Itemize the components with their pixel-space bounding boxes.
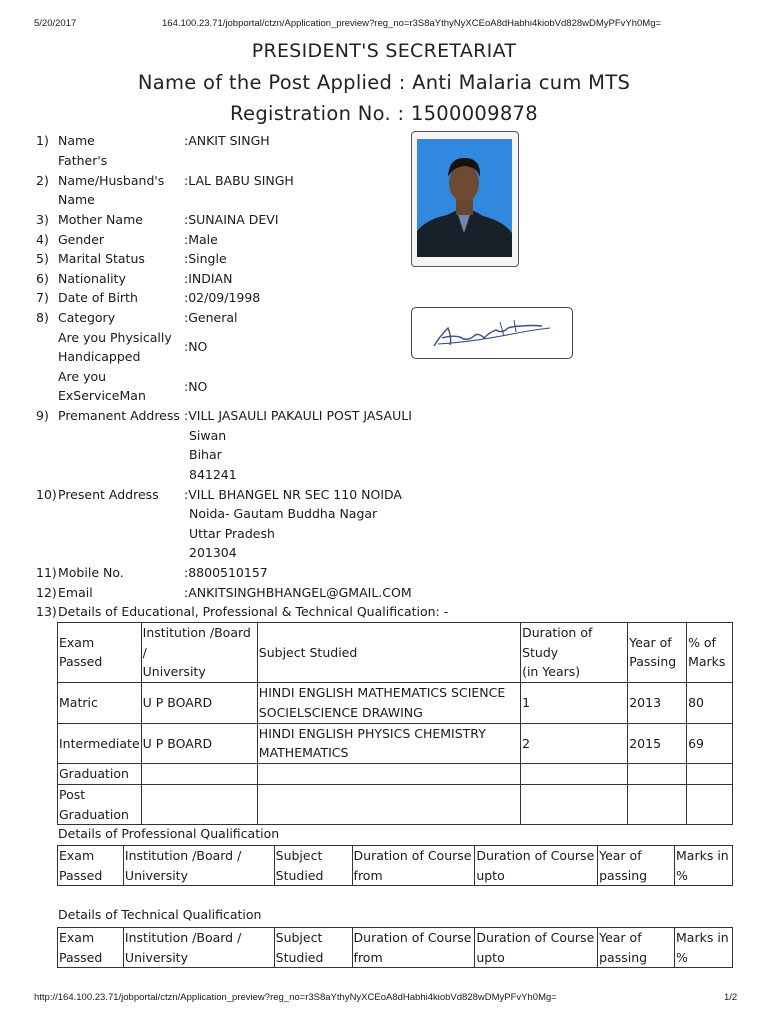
header-cell xyxy=(628,623,687,683)
field-label: Name/Husband's xyxy=(58,172,165,188)
field-number: 8) xyxy=(36,310,49,325)
header-text: upto xyxy=(476,949,505,965)
header-cell xyxy=(141,623,257,683)
header-text: Exam xyxy=(59,848,95,863)
header-cell xyxy=(521,623,628,683)
field-number: 10) xyxy=(36,486,57,502)
field-number: 7) xyxy=(36,290,49,306)
field-number: 11) xyxy=(36,565,57,580)
field-value: :VILL JASAULI PAKAULI POST JASAULI xyxy=(184,408,412,423)
header-cell xyxy=(123,846,274,886)
header-text: from xyxy=(353,949,383,965)
field-label: Gender xyxy=(58,231,105,247)
field-number: 2) xyxy=(36,172,49,188)
header-text: Marks in xyxy=(676,930,729,945)
field-label: Mother Name xyxy=(58,212,143,227)
cell: 80 xyxy=(687,682,733,723)
header-text: Marks xyxy=(688,654,726,670)
field-value: :Male xyxy=(184,231,218,247)
table-row xyxy=(58,784,733,824)
header-cell xyxy=(274,846,352,886)
header-text: Exam xyxy=(59,930,95,945)
address-line: 201304 xyxy=(189,545,237,561)
cell: Matric xyxy=(58,682,142,723)
field-label: Date of Birth xyxy=(58,290,138,306)
header-text: Passed xyxy=(59,867,103,883)
cell: Intermediate xyxy=(58,723,142,763)
cell xyxy=(628,763,687,784)
cell xyxy=(58,784,142,824)
field-value: :SUNAINA DEVI xyxy=(184,212,279,227)
address-line: Noida- Gautam Buddha Nagar xyxy=(189,506,378,522)
field-number: 12) xyxy=(36,584,57,600)
header-text: (in Years) xyxy=(522,664,581,680)
cell xyxy=(687,784,733,824)
field-number: 5) xyxy=(36,251,49,267)
technical-qualification-table xyxy=(57,927,733,968)
field-value: :General xyxy=(184,310,238,325)
cell xyxy=(141,763,257,784)
header-cell xyxy=(475,846,598,886)
registration-number: Registration No. : 1500009878 xyxy=(230,102,538,125)
header-text: % xyxy=(676,867,688,883)
table-row xyxy=(58,682,733,723)
field-number: 6) xyxy=(36,270,49,286)
cell xyxy=(257,723,520,763)
header-text: from xyxy=(353,867,383,883)
field-value: :ANKITSINGHBHANGEL@GMAIL.COM xyxy=(184,584,412,600)
cell: 1 xyxy=(521,682,628,723)
cell xyxy=(687,763,733,784)
header-cell xyxy=(274,928,352,968)
header-cell xyxy=(123,928,274,968)
cell: Graduation xyxy=(58,763,142,784)
address-line: Bihar xyxy=(189,447,222,463)
field-value: :02/09/1998 xyxy=(184,290,261,306)
field-label: Nationality xyxy=(58,270,126,286)
header-text: Passing xyxy=(629,654,677,670)
address-line: Uttar Pradesh xyxy=(189,525,275,541)
table-row xyxy=(58,723,733,763)
signature-icon xyxy=(412,308,572,358)
header-text: Subject Studied xyxy=(258,644,358,660)
header-text: Subject xyxy=(275,848,323,863)
header-cell xyxy=(58,928,124,968)
field-value: :Single xyxy=(184,251,227,267)
table-header-row xyxy=(58,928,733,968)
technical-qualification-title: Details of Technical Qualification xyxy=(58,907,262,922)
header-text: Subject xyxy=(275,930,323,945)
cell-text: SOCIELSCIENCE DRAWING xyxy=(258,704,423,720)
cell xyxy=(257,682,520,723)
applicant-photo xyxy=(411,131,519,267)
header-cell xyxy=(58,846,124,886)
cell: U P BOARD xyxy=(141,723,257,763)
cell xyxy=(521,763,628,784)
photo-image xyxy=(417,139,512,257)
field-value: :LAL BABU SINGH xyxy=(184,172,294,188)
header-text: Studied xyxy=(275,949,324,965)
header-cell xyxy=(257,623,520,683)
cell: 2015 xyxy=(628,723,687,763)
cell: 2013 xyxy=(628,682,687,723)
applicant-signature xyxy=(411,307,573,359)
cell xyxy=(628,784,687,824)
header-cell xyxy=(675,928,733,968)
field-number: 4) xyxy=(36,231,49,247)
field-label: Present Address xyxy=(58,486,159,502)
header-cell xyxy=(598,928,675,968)
field-label: Mobile No. xyxy=(58,565,124,580)
field-value: :NO xyxy=(184,378,208,394)
header-text: Exam Passed xyxy=(59,634,103,670)
cell-text: HINDI ENGLISH PHYSICS CHEMISTRY xyxy=(258,725,486,741)
cell-text: HINDI ENGLISH MATHEMATICS SCIENCE xyxy=(258,685,506,701)
print-footer-url[interactable]: http://164.100.23.71/jobportal/ctzn/Application_preview?reg_no=r3S8aYthyNyXCEoA8dHabhi4kiobVd828wDMyPFvYh0Mg= xyxy=(34,992,557,1003)
header-text: Marks in xyxy=(676,848,729,863)
print-date: 5/20/2017 xyxy=(34,18,77,29)
header-text: Duration of Course xyxy=(476,930,595,945)
header-text: Passed xyxy=(59,949,103,965)
cell xyxy=(257,763,520,784)
field-label: ExServiceMan xyxy=(58,388,146,404)
professional-qualification-table xyxy=(57,845,733,886)
field-label: Father's xyxy=(58,153,108,168)
table-header-row xyxy=(58,623,733,683)
address-line: Siwan xyxy=(189,427,227,443)
header-text: Studied xyxy=(275,867,324,883)
header-text: Year of xyxy=(599,930,642,945)
header-cell xyxy=(675,846,733,886)
field-value: :8800510157 xyxy=(184,565,268,580)
header-cell xyxy=(475,928,598,968)
table-row xyxy=(58,763,733,784)
header-text: University xyxy=(142,664,206,680)
field-label: Email xyxy=(58,584,93,600)
page-number: 1/2 xyxy=(724,992,738,1003)
field-value: :NO xyxy=(184,339,208,355)
field-number: 1) xyxy=(36,133,49,148)
field-number: 9) xyxy=(36,408,49,423)
header-cell xyxy=(352,846,475,886)
header-text: Institution /Board / xyxy=(142,625,251,660)
field-value: :INDIAN xyxy=(184,270,233,286)
post-title: Name of the Post Applied : Anti Malaria cum MTS xyxy=(137,71,631,94)
cell xyxy=(257,784,520,824)
person-silhouette-icon xyxy=(417,139,512,257)
field-label: Name xyxy=(58,192,95,208)
header-text: Duration of Course xyxy=(353,848,472,863)
header-text: Duration of Study xyxy=(522,625,593,660)
table-header-row xyxy=(58,846,733,886)
cell-text: Post xyxy=(59,786,86,802)
org-title: PRESIDENT'S SECRETARIAT xyxy=(251,40,517,62)
header-text: Duration of Course xyxy=(476,848,595,863)
print-header-url: 164.100.23.71/jobportal/ctzn/Application_preview?reg_no=r3S8aYthyNyXCEoA8dHabhi4kiobVd828wDMyPFvYh0Mg= xyxy=(162,18,662,29)
header-cell xyxy=(352,928,475,968)
header-text: % of xyxy=(688,634,716,650)
cell xyxy=(141,784,257,824)
header-text: % xyxy=(676,949,688,965)
header-cell xyxy=(598,846,675,886)
field-number: 13) xyxy=(36,604,57,620)
field-label: Are you Physically xyxy=(58,329,172,345)
cell xyxy=(521,784,628,824)
cell: U P BOARD xyxy=(141,682,257,723)
header-text: University xyxy=(124,867,188,883)
header-text: passing xyxy=(599,949,648,965)
professional-qualification-title: Details of Professional Qualification xyxy=(58,826,280,841)
address-line: 841241 xyxy=(189,466,237,482)
cell: 2 xyxy=(521,723,628,763)
header-text: passing xyxy=(599,867,648,883)
field-label: Name xyxy=(58,133,95,148)
education-table xyxy=(57,622,733,825)
header-text: Institution /Board / xyxy=(124,848,242,863)
header-cell xyxy=(687,623,733,683)
header-text: upto xyxy=(476,867,505,883)
header-text: Year of xyxy=(599,848,642,863)
cell-text: MATHEMATICS xyxy=(258,745,349,761)
header-text: Year of xyxy=(629,634,672,650)
header-text: Institution /Board / xyxy=(124,930,242,945)
cell-text: Graduation xyxy=(59,806,129,822)
cell: 69 xyxy=(687,723,733,763)
field-number: 3) xyxy=(36,212,49,227)
field-value: :ANKIT SINGH xyxy=(184,133,270,148)
field-label: Marital Status xyxy=(58,251,145,267)
field-label: Details of Educational, Professional & Technical Qualification: - xyxy=(58,604,449,620)
header-text: Duration of Course xyxy=(353,930,472,945)
field-label: Handicapped xyxy=(58,349,141,365)
field-value: :VILL BHANGEL NR SEC 110 NOIDA xyxy=(184,486,402,502)
field-label: Category xyxy=(58,310,116,325)
field-label: Premanent Address xyxy=(58,408,180,423)
header-cell xyxy=(58,623,142,683)
header-text: University xyxy=(124,949,188,965)
field-label: Are you xyxy=(58,368,107,384)
